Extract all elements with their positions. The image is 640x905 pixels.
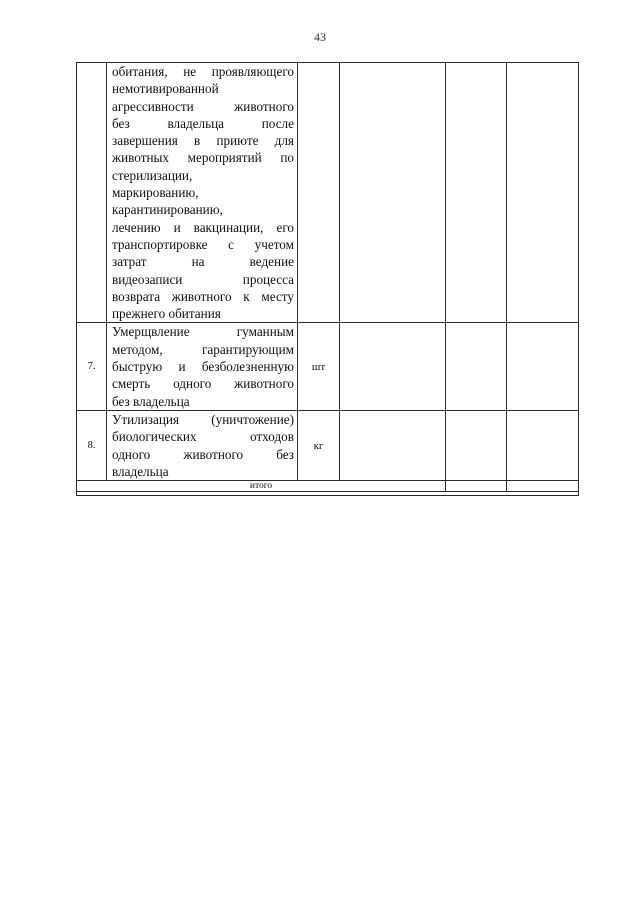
- page-number: 43: [314, 30, 326, 44]
- empty-cell: [446, 323, 507, 410]
- row-number: [77, 63, 107, 323]
- row-number: 8.: [77, 410, 107, 480]
- total-label: итого: [77, 481, 446, 492]
- total-value-cell: [446, 481, 507, 492]
- service-description: Умерщвление гуманным методом, гарантирующим быструю и безболезненную смерть одного животного без владельца: [107, 323, 298, 410]
- table-row: [77, 323, 579, 410]
- empty-cell: [507, 323, 579, 410]
- empty-cell: [507, 63, 579, 323]
- service-description: обитания, не проявляющего немотивированной агрессивности животного без владельца после завершения в приюте для животных мероприятий по стерилизации, маркированию, карантинированию, лечению и вакцинации, его транспортировке с учетом затрат на ведение видеозаписи процесса возврата животного к месту прежнего обитания: [107, 63, 298, 323]
- empty-cell: [507, 410, 579, 480]
- service-description: Утилизация (уничтожение) биологических отходов одного животного без владельца: [107, 410, 298, 480]
- empty-cell: [340, 63, 446, 323]
- unit-cell: кг: [298, 410, 340, 480]
- unit-cell: [298, 63, 340, 323]
- empty-cell: [340, 410, 446, 480]
- empty-cell: [340, 323, 446, 410]
- total-row-underline: [77, 492, 579, 496]
- total-row: [77, 481, 579, 492]
- table-row: [77, 410, 579, 480]
- empty-cell: [446, 63, 507, 323]
- row-number: 7.: [77, 323, 107, 410]
- unit-cell: шт: [298, 323, 340, 410]
- empty-cell: [446, 410, 507, 480]
- cost-table: [76, 62, 579, 496]
- total-value-cell: [507, 481, 579, 492]
- table-row: [77, 63, 579, 323]
